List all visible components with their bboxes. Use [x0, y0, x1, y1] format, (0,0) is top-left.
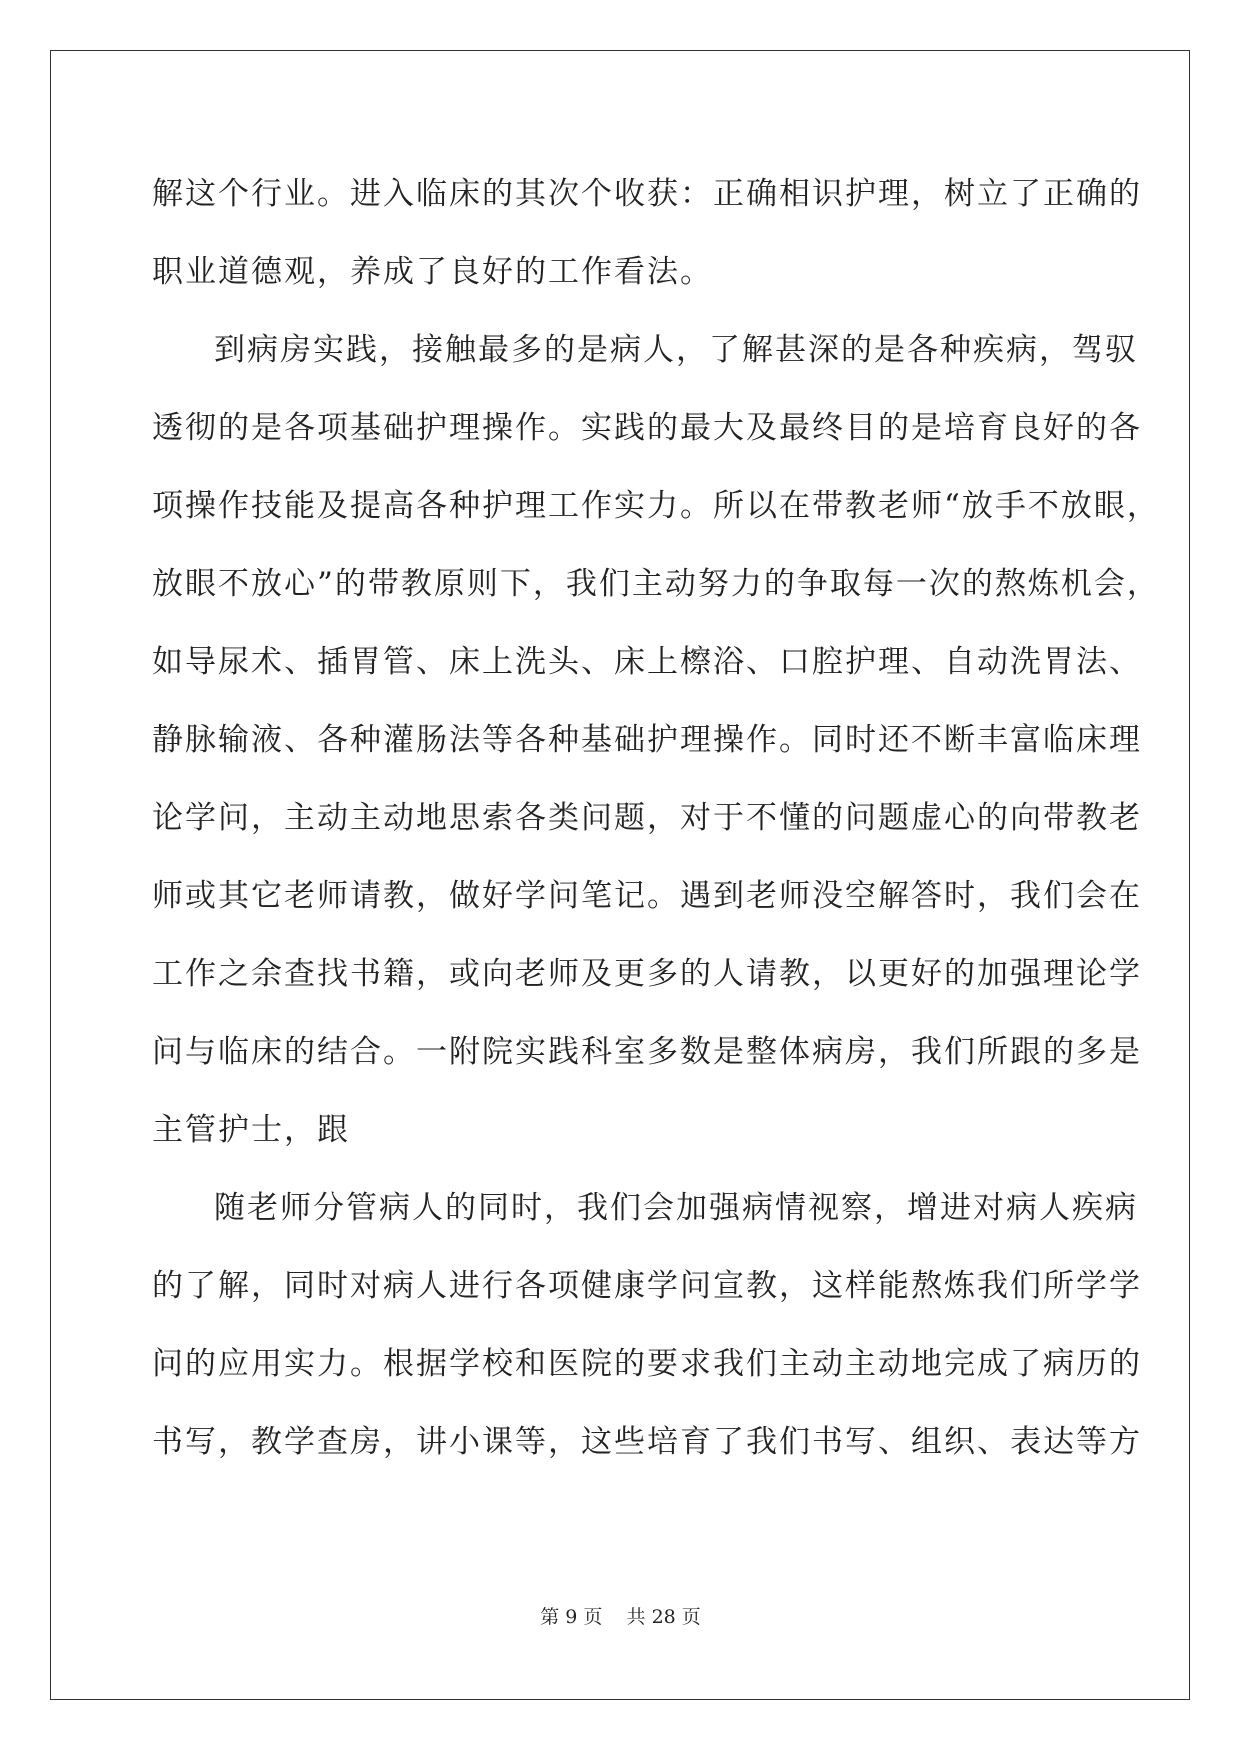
paragraph-1 — [152, 155, 1142, 311]
page-footer — [0, 1602, 1241, 1629]
text-line: 到病房实践，接触最多的是病人，了解甚深的是各种疾病，驾驭 — [214, 332, 1138, 368]
paragraph-3 — [152, 1169, 1142, 1481]
text-line: 问的应用实力。根据学校和医院的要求我们主动主动地完成了病历的 — [152, 1346, 1142, 1382]
text-line: 职业道德观，养成了良好的工作看法。 — [152, 254, 713, 290]
document-body — [152, 155, 1160, 1481]
text-line: 主管护士，跟 — [152, 1112, 350, 1148]
text-line: 工作之余查找书籍，或向老师及更多的人请教，以更好的加强理论学 — [152, 956, 1142, 992]
text-line: 论学问，主动主动地思索各类问题，对于不懂的问题虚心的向带教老 — [152, 800, 1142, 836]
page-number: 第 9 页 共 28 页 — [540, 1606, 701, 1628]
text-line: 师或其它老师请教，做好学问笔记。遇到老师没空解答时，我们会在 — [152, 878, 1142, 914]
text-line: 项操作技能及提高各种护理工作实力。所以在带教老师“放手不放眼， — [152, 488, 1160, 524]
text-line: 静脉输液、各种灌肠法等各种基础护理操作。同时还不断丰富临床理 — [152, 722, 1142, 758]
text-line: 解这个行业。进入临床的其次个收获：正确相识护理，树立了正确的 — [152, 176, 1142, 212]
text-line: 问与临床的结合。一附院实践科室多数是整体病房，我们所跟的多是 — [152, 1034, 1142, 1070]
paragraph-2 — [152, 311, 1160, 1169]
text-line: 的了解，同时对病人进行各项健康学问宣教，这样能熬炼我们所学学 — [152, 1268, 1142, 1304]
text-line: 透彻的是各项基础护理操作。实践的最大及最终目的是培育良好的各 — [152, 410, 1142, 446]
text-line: 如导尿术、插胃管、床上洗头、床上檫浴、口腔护理、自动洗胃法、 — [152, 644, 1142, 680]
text-line: 放眼不放心”的带教原则下，我们主动努力的争取每一次的熬炼机会， — [152, 566, 1160, 602]
text-line: 书写，教学查房，讲小课等，这些培育了我们书写、组织、表达等方 — [152, 1424, 1142, 1460]
text-line: 随老师分管病人的同时，我们会加强病情视察，增进对病人疾病 — [214, 1190, 1138, 1226]
